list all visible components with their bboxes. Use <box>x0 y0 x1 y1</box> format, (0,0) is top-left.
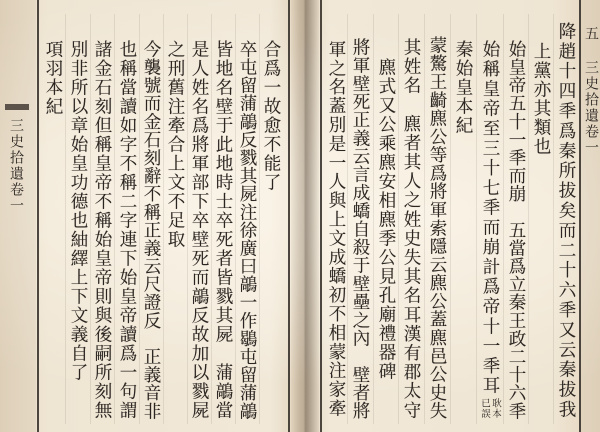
left-fold-title: 三史拾遺卷一 <box>8 118 24 214</box>
fishtail-mark <box>5 104 29 110</box>
column-rule <box>373 14 374 424</box>
column-rule <box>347 14 348 424</box>
text-column: 軍之名蓋別是一人與上文成蟜初不相蒙注家牽 <box>326 40 346 418</box>
right-page-outer-border <box>579 0 581 432</box>
text-column: 合爲一故愈不能了 <box>261 40 281 192</box>
column-rule <box>553 14 554 424</box>
text-column: 之刑舊注牽合上文不足取 <box>165 40 185 249</box>
interlinear-note-right: 耿本 <box>490 398 501 419</box>
text-column: 別非所以章始皇功德也紬繹上下文義自了 <box>68 40 88 382</box>
text-column: 諸金石刻但稱皇帝不稱始皇帝則與後嗣所刻無 <box>92 40 112 420</box>
text-column: 也稱當讀如字不稱二字連下始皇帝讀爲一句謂 <box>117 40 137 420</box>
text-column: 今襲號而金石刻辭不稱正義云尺證反 正義音非 <box>141 40 161 420</box>
column-rule <box>114 14 115 424</box>
column-rule <box>424 14 425 424</box>
column-rule <box>398 14 399 424</box>
column-rule <box>528 14 529 424</box>
right-fold-title: 三史拾遺卷一 <box>583 60 599 156</box>
text-column: 其姓名 麃者其人之姓史失其名耳漢有郡太守 <box>401 38 421 420</box>
text-column: 始稱皇帝至三十七秊而崩計爲帝十一秊耳 <box>480 40 500 396</box>
left-fold-strip <box>0 0 36 432</box>
text-column: 卒屯留蒲鶮反戮其屍注徐廣曰鶮一作鶡屯留蒲鶮 <box>237 40 257 420</box>
text-column: 蒙驁王齮麃公等爲將軍索隱云麃公蓋麃邑公史失 <box>427 36 447 420</box>
column-rule <box>476 14 477 424</box>
column-rule <box>503 14 504 424</box>
interlinear-note-left: 已誤 <box>479 398 490 419</box>
binding-gutter <box>291 0 319 432</box>
left-page-inner-border <box>288 0 290 432</box>
column-rule <box>65 14 66 424</box>
right-page-inner-border <box>320 0 322 432</box>
text-column: 麃式又公乘麃安相麃季公見孔廟禮器碑 <box>376 58 396 381</box>
text-column: 將軍壁死正義云言成蟜自殺于壁壘之內 壁者將 <box>350 38 370 420</box>
chapter-heading: 項羽本紀 <box>43 40 63 116</box>
text-column: 上黨亦其類也 <box>531 42 551 156</box>
text-column: 始皇帝五十一秊而崩 五當爲立秦王政二十六秊 <box>506 40 526 420</box>
column-rule <box>450 14 451 424</box>
text-column: 皆地名壁于此地時士卒死者皆戮其屍 蒲鶮當 <box>213 40 233 420</box>
text-column: 降趙十四秊爲秦所拔矣而二十六秊又云秦拔我 <box>556 22 576 420</box>
text-column: 是人姓名爲將軍部下卒壁死而鶮反故加以戮屍 <box>189 40 209 420</box>
left-page-outer-border <box>37 0 39 432</box>
right-fold-leaf-number: 五 <box>583 26 599 42</box>
chapter-heading: 秦始皇本紀 <box>453 40 473 135</box>
